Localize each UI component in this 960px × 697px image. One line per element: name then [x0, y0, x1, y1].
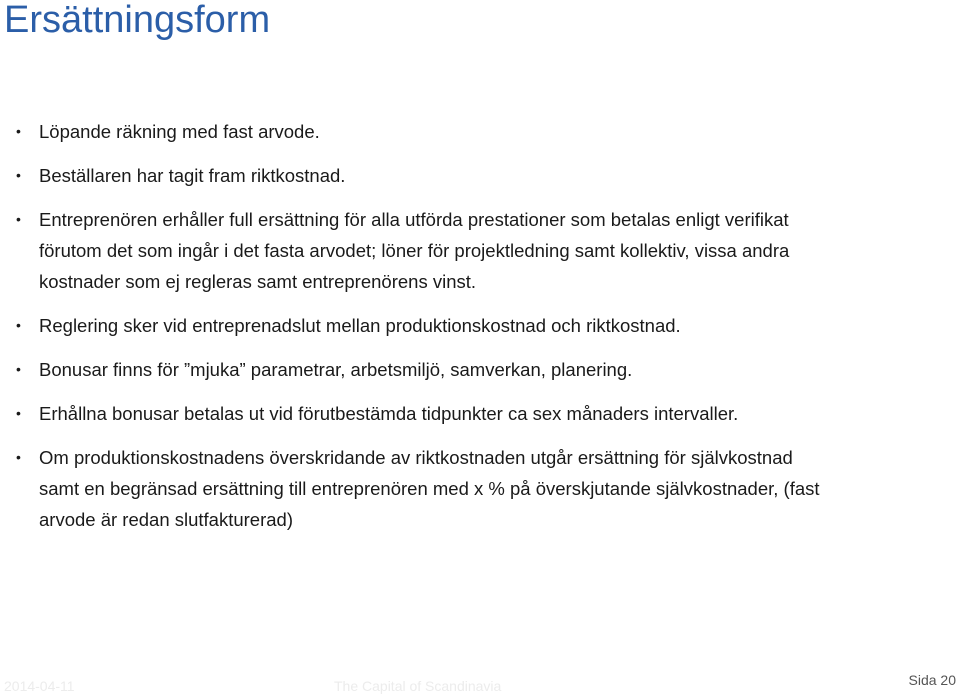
- bullet-text: Erhållna bonusar betalas ut vid förutbestämda tidpunkter ca sex månaders intervaller.: [39, 403, 739, 424]
- bullet-marker: •: [16, 361, 21, 377]
- bullet-item: [16, 310, 826, 341]
- bullet-text: Entreprenören erhåller full ersättning för alla utförda prestationer som betalas enligt verifikat förutom det som ingår i det fasta arvodet; löner för projektledning samt kollektiv, vissa andra kostnader som ej regleras samt entreprenörens vinst.: [39, 209, 790, 292]
- bullet-marker: •: [16, 449, 21, 465]
- bullet-text: Bonusar finns för ”mjuka” parametrar, arbetsmiljö, samverkan, planering.: [39, 359, 633, 380]
- footer-date: 2014-04-11: [4, 678, 75, 694]
- bullet-item: [16, 442, 826, 535]
- bullet-text: Löpande räkning med fast arvode.: [39, 121, 320, 142]
- bullet-text: Om produktionskostnadens överskridande av riktkostnaden utgår ersättning för självkostnad samt en begränsad ersättning till entreprenören med x % på överskjutande självkostnader, (fast arvode är redan slutfakturerad): [39, 447, 820, 530]
- footer-tagline: The Capital of Scandinavia: [334, 678, 502, 694]
- page-number: Sida 20: [908, 672, 956, 688]
- bullet-marker: •: [16, 211, 21, 227]
- bullet-marker: •: [16, 167, 21, 183]
- bullet-list: [16, 116, 826, 535]
- bullet-marker: •: [16, 405, 21, 421]
- bullet-item: [16, 204, 826, 297]
- bullet-text: Beställaren har tagit fram riktkostnad.: [39, 165, 346, 186]
- bullet-marker: •: [16, 123, 21, 139]
- bullet-item: [16, 354, 826, 385]
- bullet-item: [16, 398, 826, 429]
- bullet-marker: •: [16, 317, 21, 333]
- bullet-text: Reglering sker vid entreprenadslut mellan produktionskostnad och riktkostnad.: [39, 315, 681, 336]
- bullet-item: [16, 116, 826, 147]
- bullet-item: [16, 160, 826, 191]
- slide-title: Ersättningsform: [4, 0, 271, 41]
